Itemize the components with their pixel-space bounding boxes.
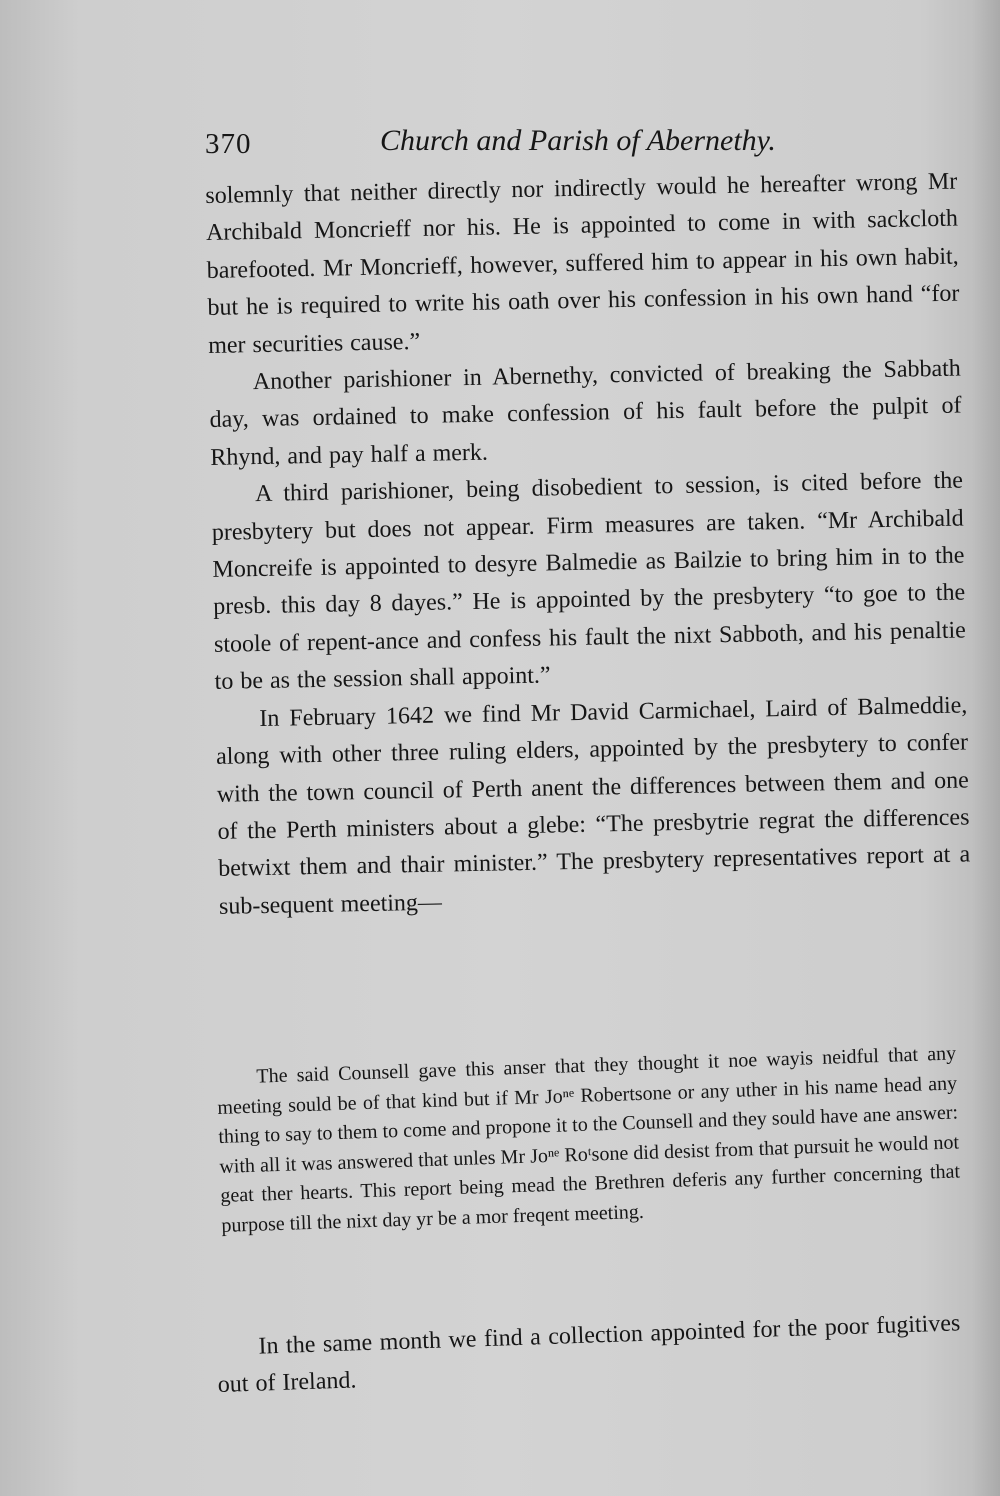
- paragraph-third-parishioner: A third parishioner, being disobedient to session, is cited before the presbytery but does not appear. Firm measures are taken. “Mr Archibald Moncreife is appointed to desyre Balmedie as Bailzie to bring him in to the presb. this day 8 dayes.” He is appointed by the presbytery “to goe to the stoole of repent-ance and confess his fault the nixt Sabboth, and his penaltie to be as the session shall appoint.”: [211, 467, 967, 696]
- page-edge-shadow: [972, 0, 1000, 1496]
- paragraph-february-1642: In February 1642 we find Mr David Carmichael, Laird of Balmeddie, along with other three ruling elders, appointed by the presbytery to confer with the town council of Perth anent the differences between them and one of the Perth ministers about a glebe: “The presbytrie regrat the differences betwixt them and thair minister.” The presbytery representatives report at a sub-sequent meeting—: [215, 692, 971, 920]
- closing-text: [216, 1305, 962, 1404]
- page-number: 370: [205, 128, 252, 160]
- page-header: [205, 120, 815, 160]
- paragraph-sabbath: Another parishioner in Abernethy, convicted of breaking the Sabbath day, was ordained to make confession of his fault before the pulpit of Rhynd, and pay half a merk.: [209, 355, 962, 471]
- paragraph-collection: In the same month we find a collection appointed for the poor fugitives out of Ireland.: [217, 1310, 961, 1399]
- paragraph-continued: solemnly that neither directly nor indirectly would he hereafter wrong Mr Archibald Moncrieff nor his. He is appointed to come in with sackcloth barefooted. Mr Moncrieff, however, suffered him to appear in his own habit, but he is required to write his oath over his confession in his own hand “for mer securities cause.”: [205, 168, 960, 359]
- block-quote: [216, 1039, 961, 1240]
- quote-text: The said Counsell gave this anser that they thought it noe wayis neidful that any meeting sould be of that kind but if Mr Joⁿᵉ Robertsone or any uther in his name head any thing to say to them to come and propone it to the Counsell and they sould have ane answer: with all it was answered that unles Mr Joⁿᵉ Roᵗsone did desist from that pursuit he would not geat ther hearts. This report being mead the Brethren deferis any further concerning that purpose till the nixt day yr be a mor freqent meeting.: [217, 1042, 961, 1237]
- body-text: [205, 164, 971, 926]
- running-title: Church and Parish of Abernethy.: [380, 124, 776, 157]
